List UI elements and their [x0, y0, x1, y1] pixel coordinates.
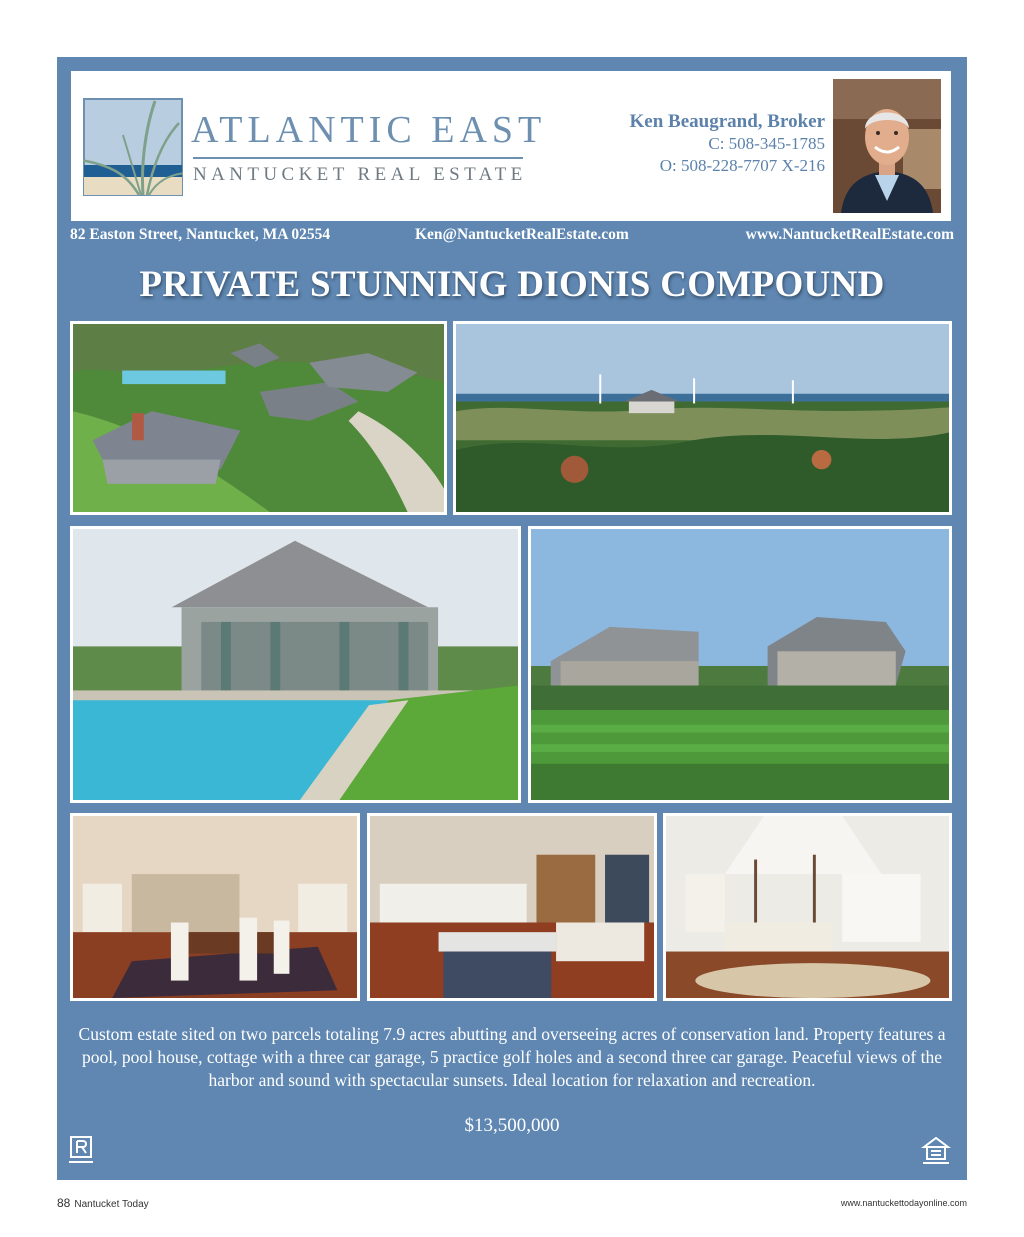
pool-house-photo	[70, 526, 521, 803]
equal-housing-icon	[921, 1135, 951, 1167]
conservation-land-photo	[453, 321, 952, 515]
header-box	[71, 71, 951, 221]
publication-name: Nantucket Today	[74, 1199, 149, 1210]
listing-headline: PRIVATE STUNNING DIONIS COMPOUND	[139, 264, 885, 305]
logo-divider	[193, 157, 523, 159]
contact-row	[70, 226, 954, 246]
dining-room-photo	[70, 813, 360, 1001]
compound-lawn-photo	[528, 526, 952, 803]
publication-url[interactable]: www.nantuckettodayonline.com	[840, 1198, 967, 1208]
office-address: 82 Easton Street, Nantucket, MA 02554	[70, 226, 331, 243]
page-footer-left	[57, 1196, 149, 1210]
broker-name: Ken Beaugrand, Broker	[629, 111, 825, 132]
email-link[interactable]: Ken@NantucketRealEstate.com	[415, 226, 629, 243]
company-subtitle: NANTUCKET REAL ESTATE	[193, 164, 527, 185]
listing-price: $13,500,000	[464, 1115, 560, 1136]
bedroom-photo	[663, 813, 952, 1001]
aerial-compound-photo	[70, 321, 447, 515]
realtor-r-icon	[69, 1135, 95, 1167]
page-number: 88	[57, 1196, 71, 1210]
listing-panel	[57, 57, 967, 1180]
broker-portrait	[833, 79, 941, 213]
broker-cell-phone[interactable]: C: 508-345-1785	[708, 134, 825, 153]
company-name: ATLANTIC EAST	[191, 109, 547, 151]
kitchen-photo	[367, 813, 657, 1001]
website-link[interactable]: www.NantucketRealEstate.com	[745, 226, 954, 243]
broker-contact	[630, 111, 825, 177]
listing-description: Custom estate sited on two parcels totaling 7.9 acres abutting and overseeing acres of conservation land. Property features a pool, pool house, cottage with a three car garage, 5 practice golf holes and a second three car garage. Peaceful views of the harbor and sound with spectacular sunsets. Ideal location for relaxation and recreation.	[78, 1024, 946, 1090]
beach-grass-logo-icon	[83, 95, 183, 207]
broker-office-phone[interactable]: O: 508-228-7707 X-216	[659, 156, 825, 175]
